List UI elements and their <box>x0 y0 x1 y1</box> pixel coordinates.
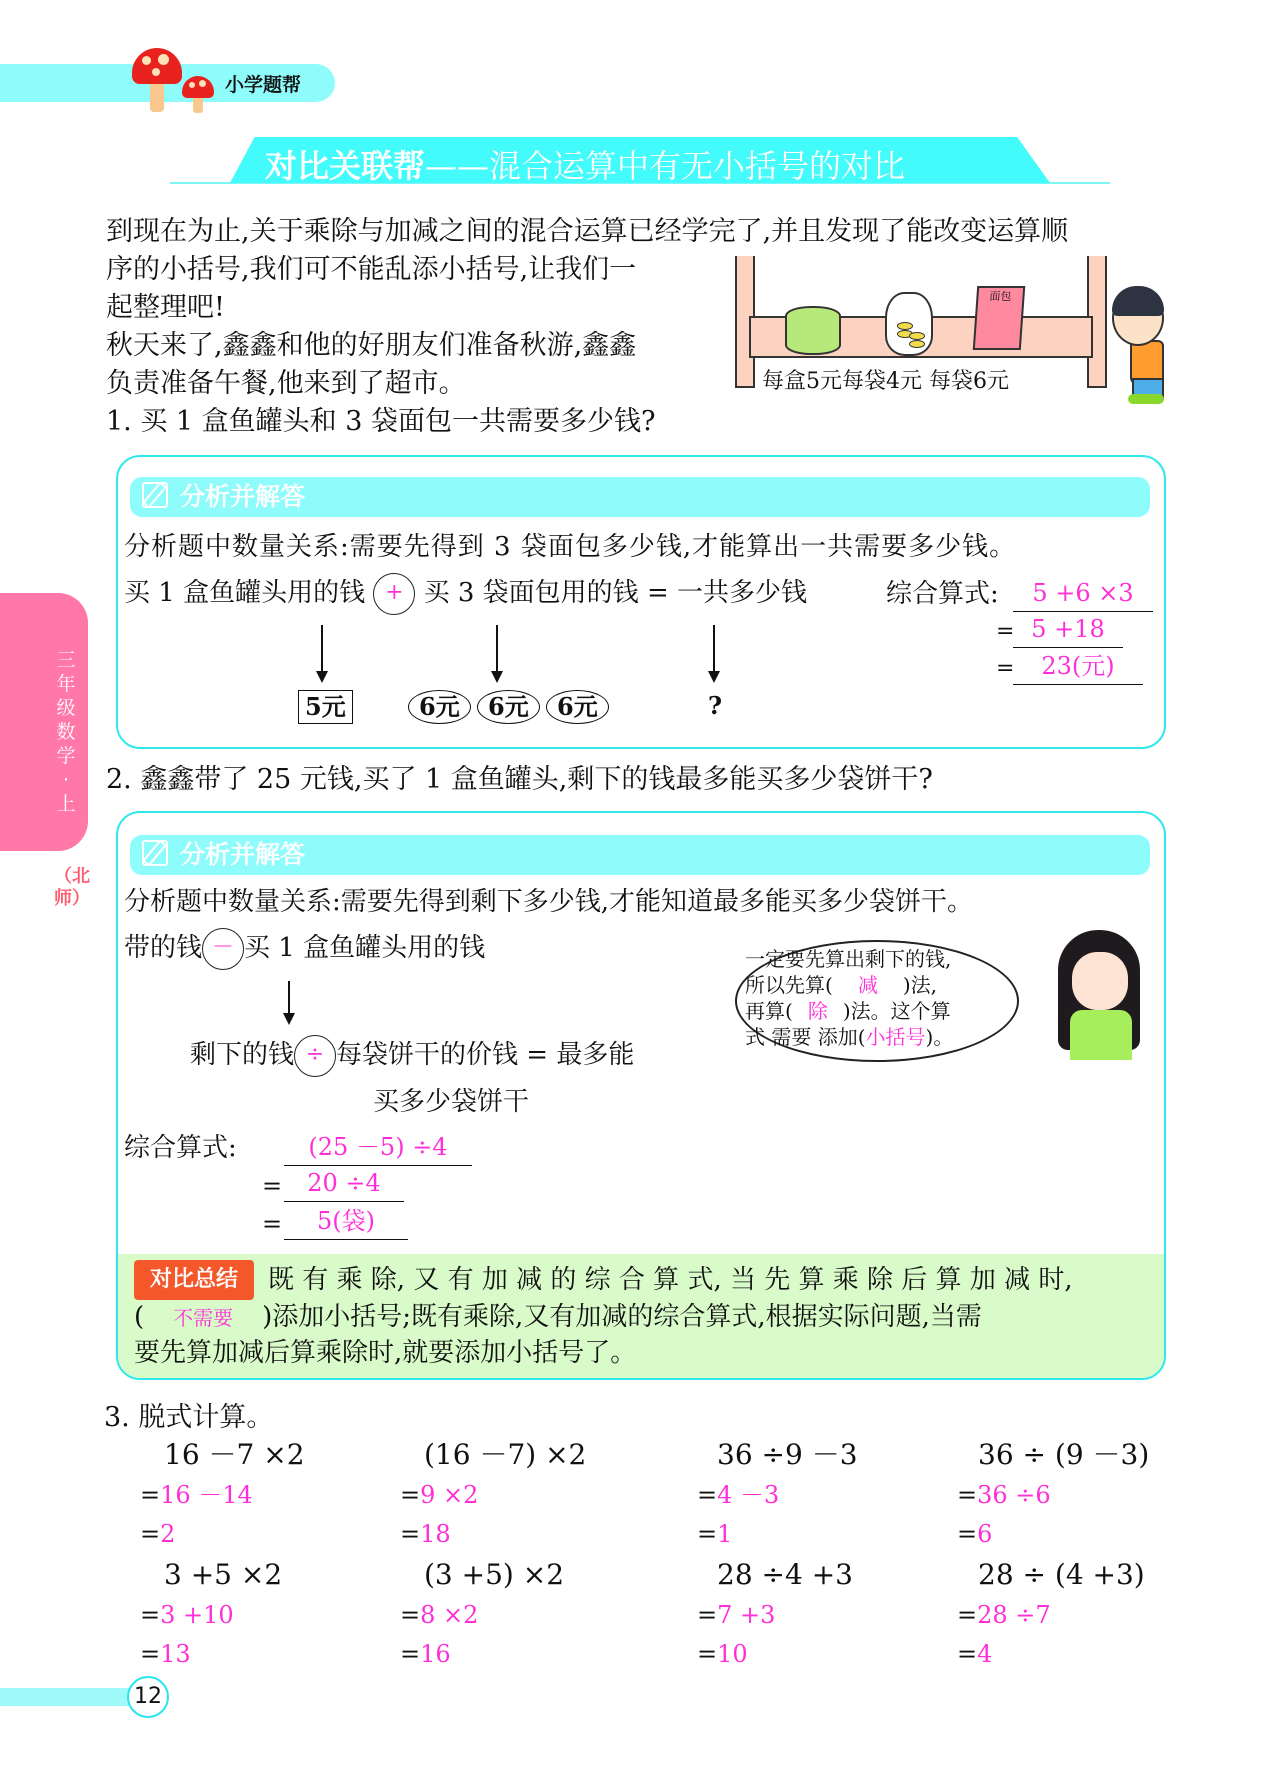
mushroom-icon <box>150 82 164 112</box>
operator-circle: + <box>373 573 415 615</box>
bread-price: 6元 <box>408 690 471 724</box>
problem-answer: =6 <box>957 1520 993 1548</box>
summary-line-2: ( 不需要 )添加小括号;既有乘除,又有加减的综合算式,根据实际问题,当需 <box>134 1298 982 1337</box>
bread-price: 6元 <box>477 690 540 724</box>
arrow-down-icon <box>321 625 323 681</box>
unknown-total: ? <box>708 691 723 720</box>
formula-step-3: 23(元) <box>1013 648 1143 685</box>
price-labels: 每盒5元每袋4元 每袋6元 <box>762 369 1009 394</box>
problem-expr: 28 ÷4 +3 <box>717 1558 853 1591</box>
summary-line-3: 要先算加减后算乘除时,就要添加小括号了。 <box>134 1338 637 1368</box>
formula-label: 综合算式: <box>124 1133 237 1163</box>
operator-circle: － <box>202 928 244 970</box>
section-header <box>130 835 1150 875</box>
section-header-label: 分析并解答 <box>180 482 306 511</box>
pencil-icon <box>142 482 168 508</box>
relation-line-1: 带的钱 － 买 1 盒鱼罐头用的钱 <box>124 928 485 970</box>
section-header <box>130 477 1150 517</box>
problem-expr: (16 －7) ×2 <box>424 1438 587 1471</box>
bread-bag-icon: 面包 <box>973 286 1025 350</box>
formula-step-2: 5 +18 <box>1013 611 1123 648</box>
speech-bubble-text: 一定要先算出剩下的钱, 所以先算( 减 )法, 再算( 除 )法。这个算 式 需要 添加(小括号)。 <box>745 947 954 1049</box>
problem-step: =9 ×2 <box>400 1481 479 1509</box>
analysis-box-2: 分析并解答 分析题中数量关系:需要先得到剩下多少钱,才能知道最多能买多少袋饼干。 带的钱 － 买 1 盒鱼罐头用的钱 剩下的钱 ÷ 每袋饼干的价钱 = 最多能 买多少袋饼干 综合算式: (25 －5) ÷4 = 20 ÷4 = 5(袋) 对比总结 既 有 乘 除, 又 有 加 减 的 综 合 算 式, 当 先 算 乘 除 后 算 加 减 时, ( 不需要 )添加小括号;既有乘除,又有加减的综合算式,根据实际问题,当需 要先算加减后算乘除时,就要添加小括号了。 <box>116 811 1166 1380</box>
formula-step-2: 20 ÷4 <box>284 1165 404 1202</box>
problem-expr: 36 ÷ (9 －3) <box>978 1438 1150 1471</box>
problem-expr: 3 +5 ×2 <box>164 1558 283 1591</box>
intro-line-2: 序的小括号,我们可不能乱添小括号,让我们一 <box>106 254 637 285</box>
summary-badge: 对比总结 <box>134 1260 254 1300</box>
formula-label: 综合算式: <box>886 579 999 609</box>
formula-step-1: (25 －5) ÷4 <box>284 1129 472 1166</box>
intro-line-1: 到现在为止,关于乘除与加减之间的混合运算已经学完了,并且发现了能改变运算顺 <box>106 216 1069 247</box>
problem-answer: =18 <box>400 1520 451 1548</box>
problem-answer: =10 <box>697 1640 748 1668</box>
formula-step-1: 5 +6 ×3 <box>1013 575 1153 612</box>
problem-step: =16 －14 <box>140 1481 253 1509</box>
problem-expr: (3 +5) ×2 <box>424 1558 565 1591</box>
formula-step-3: 5(袋) <box>284 1203 408 1240</box>
pencil-icon <box>142 840 168 866</box>
problem-step: =8 ×2 <box>400 1601 479 1629</box>
boy-illustration <box>1112 286 1164 316</box>
grade-label: 三年级数学·上 <box>56 649 76 815</box>
problem-step: =4 －3 <box>697 1481 780 1509</box>
intro-line-4: 秋天来了,鑫鑫和他的好朋友们准备秋游,鑫鑫 <box>106 330 637 361</box>
edition-label: （北师） <box>54 866 90 909</box>
section-title <box>265 141 905 187</box>
problem-expr: 28 ÷ (4 +3) <box>978 1558 1145 1591</box>
problem-answer: =13 <box>140 1640 191 1668</box>
girl-illustration <box>1070 1010 1132 1060</box>
footer-bar <box>0 1688 140 1706</box>
mushroom-icon <box>132 48 182 84</box>
section-title-dash: —— <box>425 147 490 185</box>
boy-illustration <box>1128 394 1164 404</box>
brand-label: 小学题帮 <box>225 74 302 96</box>
relation-line-2: 剩下的钱 ÷ 每袋饼干的价钱 = 最多能 <box>190 1035 634 1077</box>
fish-can-price: 5元 <box>298 690 353 724</box>
mushroom-small-icon <box>193 96 203 113</box>
question-2: 2. 鑫鑫带了 25 元钱,买了 1 盒鱼罐头,剩下的钱最多能买多少袋饼干? <box>106 764 933 795</box>
arrow-down-icon <box>713 625 715 681</box>
summary-answer: 不需要 <box>173 1306 234 1330</box>
page-number: 12 <box>127 1676 169 1718</box>
question-1: 1. 买 1 盒鱼罐头和 3 袋面包一共需要多少钱? <box>106 406 656 437</box>
section-title-main: 对比关联帮 <box>265 147 426 185</box>
operator-circle: ÷ <box>294 1035 336 1077</box>
problem-expr: 36 ÷9 －3 <box>717 1438 858 1471</box>
problem-answer: =2 <box>140 1520 176 1548</box>
intro-line-3: 起整理吧! <box>106 292 225 323</box>
arrow-down-icon <box>496 625 498 681</box>
analysis-text: 分析题中数量关系:需要先得到剩下多少钱,才能知道最多能买多少袋饼干。 <box>124 887 974 917</box>
analysis-box-1: 分析并解答 分析题中数量关系:需要先得到 3 袋面包多少钱,才能算出一共需要多少钱。 买 1 盒鱼罐头用的钱 + 买 3 袋面包用的钱 = 一共多少钱 综合算式: 5 +6 ×3 = 5 +18 = 23(元) 5元 6元 6元 6元 ? <box>116 455 1166 749</box>
relation-line-2-cont: 买多少袋饼干 <box>373 1087 530 1117</box>
biscuit-bag-icon <box>885 292 933 356</box>
analysis-text: 分析题中数量关系:需要先得到 3 袋面包多少钱,才能算出一共需要多少钱。 <box>124 532 1017 562</box>
problem-step: =7 +3 <box>697 1601 776 1629</box>
intro-line-5: 负责准备午餐,他来到了超市。 <box>106 368 466 399</box>
section-header-label: 分析并解答 <box>180 840 306 869</box>
problem-step: =36 ÷6 <box>957 1481 1051 1509</box>
fish-can-icon <box>785 306 841 355</box>
comparison-summary <box>118 1254 1164 1378</box>
problem-answer: =16 <box>400 1640 451 1668</box>
section-subtitle: 混合运算中有无小括号的对比 <box>489 147 906 185</box>
problem-expr: 16 －7 ×2 <box>164 1438 305 1471</box>
problem-answer: =1 <box>697 1520 733 1548</box>
bread-price: 6元 <box>546 690 609 724</box>
girl-illustration <box>1072 952 1128 1010</box>
problem-step: =3 +10 <box>140 1601 234 1629</box>
question-3: 3. 脱式计算。 <box>104 1402 274 1433</box>
problem-step: =28 ÷7 <box>957 1601 1051 1629</box>
summary-line-1: 既 有 乘 除, 又 有 加 减 的 综 合 算 式, 当 先 算 乘 除 后 算 加 减 时, <box>268 1265 1073 1295</box>
relation-line: 买 1 盒鱼罐头用的钱 + 买 3 袋面包用的钱 = 一共多少钱 <box>124 573 807 615</box>
arrow-down-icon <box>288 981 290 1023</box>
problem-answer: =4 <box>957 1640 993 1668</box>
